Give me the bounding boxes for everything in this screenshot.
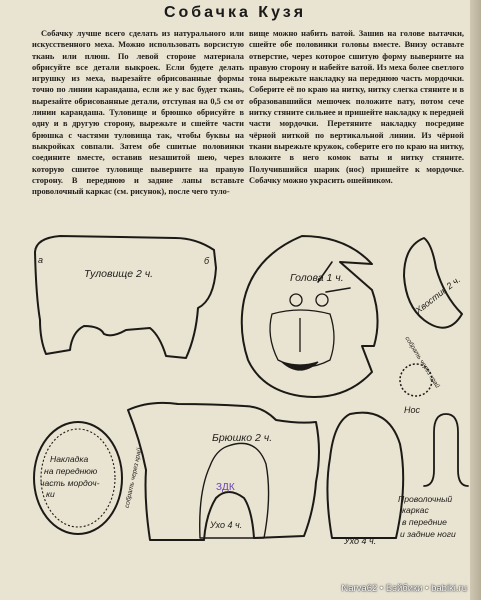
overlay-label-4: ки	[46, 489, 55, 499]
ear-label-left: Ухо 4 ч.	[210, 520, 243, 530]
mouth-mark	[282, 362, 318, 370]
wire-label-3: в передние	[402, 517, 447, 527]
right-eye-mark	[316, 294, 328, 306]
overlay-label-3: часть мордоч-	[40, 478, 100, 488]
overlay-label-2: на переднюю	[44, 466, 98, 476]
page-title: Собачка Кузя	[163, 4, 307, 21]
torso-label: Туловище 2 ч.	[84, 268, 154, 280]
left-eye-mark	[290, 294, 302, 306]
wire-frame	[424, 414, 468, 486]
letter-b: б	[204, 256, 210, 266]
wire-label-1: Проволочный	[398, 494, 453, 504]
instructions-left-column: Собачку лучше всего сделать из натурального или искусственного меха. Можно использовать ворсистую ткань или плюш. По левой стороне материала обрисуйте все детали выкроек. Если будете делать игрушку из меха, вырезайте обрисованные формы точно по линии карандаша, если же у вас будет ткань, вырезайте обрисованные детали, отступая на 0,5 см от линии карандаша. Туловище и брюшко обрисуйте в одну и в другую сторону, вырежьте и сшейте части брюшка с частями туловища так, чтобы буквы на выкройках совпали. Затем обе сшитые половинки соедините вместе, оставив незашитой шею, через которую сшитое туловище выверните на правую сторону. В переднюю и задние лапы вставьте проволочный каркас (см. рисунок), после чего туло-	[32, 29, 244, 197]
ear-label-right: Ухо 4 ч.	[344, 536, 377, 546]
nose-gather-label: собрать через край	[403, 335, 441, 390]
belly-label: Брюшко 2 ч.	[212, 432, 273, 444]
overlay-gather-label: собрать через край	[123, 447, 144, 509]
handwritten-note: ЗДК	[216, 482, 235, 493]
watermark: Narva62 • Бэйбики • babiki.ru	[341, 583, 467, 594]
wire-label-4: и задние ноги	[400, 529, 456, 539]
overlay-label-1: Накладка	[50, 454, 89, 464]
nose-label: Нос	[404, 405, 421, 415]
wire-label-2: каркас	[402, 505, 429, 515]
ear-piece-right	[327, 413, 403, 538]
tail-label: Хвостик 2 ч.	[413, 274, 463, 316]
head-piece	[242, 236, 378, 397]
torso-piece	[35, 236, 216, 358]
instructions-right-column: вище можно набить ватой. Зашив на голове вытачки, сшейте обе половинки головы вместе. Внизу оставьте отверстие, через которое сшитую форму выверните на правую сторону и набейте ватой. Из меха более светлого тона вырежьте накладку на переднюю часть мордочки. Соберите её по краю на нитку, нитку слегка стяните и в образовавшийся мешочек положите вату, потом сече нитку стяните сильнее и пришейте накладку к передней части мордочки. Перетяните накладку посредине чёрной ниткой по вертикальной линии. Из чёрной ткани вырежьте кружок, соберите его по краю на нитку, вложите в него комок ваты и нитку стяните. Получившийся шарик (нос) пришейте к мордочке. Собачку можно украсить ошейником.	[249, 29, 464, 185]
head-label: Голова 1 ч.	[290, 272, 344, 284]
snout-outline	[270, 310, 334, 367]
letter-a: а	[38, 255, 44, 265]
page-edge	[470, 0, 481, 600]
